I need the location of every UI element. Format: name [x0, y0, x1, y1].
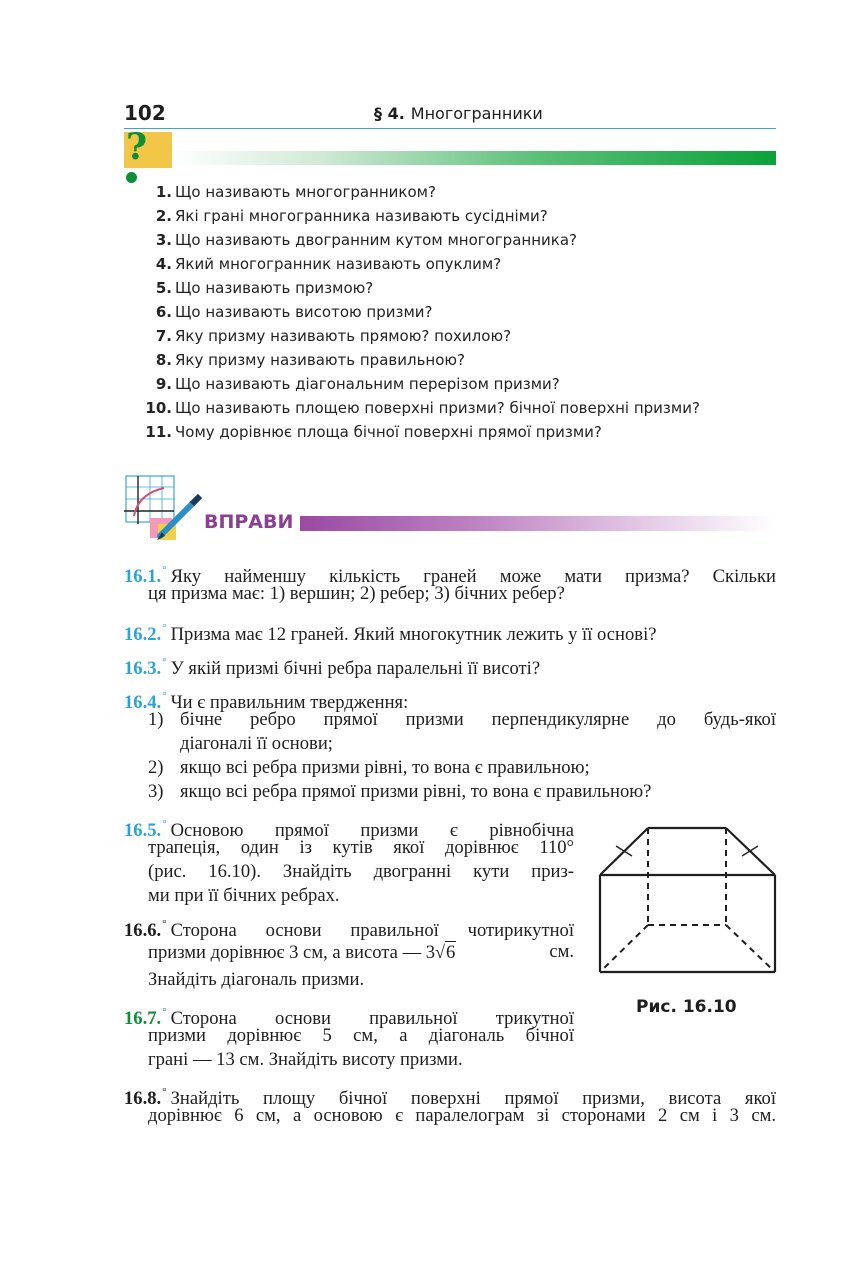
question-number: 1. [155, 183, 172, 201]
question-number: 6. [155, 303, 172, 321]
question-text: Чому дорівнює площа бічної поверхні прямої призми? [175, 423, 602, 441]
exercise-text: У якій призмі бічні ребра паралельні її висоті? [170, 658, 541, 679]
exercise-number: 16.5.° [124, 818, 167, 841]
exercise-16-3 [124, 650, 540, 681]
question-item [124, 420, 602, 444]
equal-tick-right [742, 846, 758, 856]
exercise-text: Призма має 12 граней. Який многокутник лежить у її основі? [170, 624, 657, 645]
exercise-text: Сторона основи правильної трикутної [170, 1008, 574, 1029]
question-item [124, 348, 465, 372]
question-number: 8. [155, 351, 172, 369]
exercise-16-7-line-3: грані — 13 см. Знайдіть висоту призми. [148, 1049, 463, 1070]
exercise-16-6-line-3: Знайдіть діагональ призми. [148, 969, 365, 990]
question-text: Що називають висотою призми? [175, 303, 433, 321]
question-number: 9. [155, 375, 172, 393]
question-text: Що називають площею поверхні призми? бічної поверхні призми? [175, 399, 700, 417]
question-item [124, 372, 560, 396]
graph-grid-pen-icon [124, 474, 204, 544]
question-text: Які грані многогранника називають сусідніми? [175, 207, 548, 225]
item-number: 2) [148, 757, 164, 778]
exercise-text: Основою прямої призми є рівнобічна [170, 820, 574, 841]
exercise-16-5-line-3: (рис. 16.10). Знайдіть двогранні кути приз- [148, 861, 574, 882]
exercise-number: 16.7.° [124, 1006, 167, 1029]
exercise-number: 16.3.° [124, 656, 167, 679]
question-number: 11. [145, 423, 172, 441]
hidden-bottom-right [726, 925, 775, 972]
question-text: Що називають двогранним кутом многогранника? [175, 231, 577, 249]
question-item [124, 252, 501, 276]
question-number: 10. [145, 399, 172, 417]
item-text: бічне ребро прямої призми перпендикулярне до будь-якої [180, 709, 776, 730]
question-text: Що називають призмою? [175, 279, 374, 297]
question-text: Яку призму називають прямою? похилою? [175, 327, 512, 345]
item-number: 1) [148, 709, 164, 730]
running-head [374, 104, 543, 123]
exercise-text: призми дорівнює 3 см, а висота — 3√6 [148, 942, 456, 963]
question-item [124, 204, 548, 228]
exercise-text: Сторона основи правильної чотирикутної [170, 920, 574, 941]
question-text: Що називають многогранником? [175, 183, 436, 201]
question-text: Який многогранник називають опуклим? [175, 255, 502, 273]
question-item [124, 180, 436, 204]
question-item [124, 324, 511, 348]
exercise-16-5-line-4: ми при її бічних ребрах. [148, 885, 340, 906]
exercise-text: Знайдіть площу бічної поверхні прямої призми, висота якої [170, 1088, 776, 1109]
question-text: Що називають діагональним перерізом призми? [175, 375, 560, 393]
question-item [124, 276, 373, 300]
item-text: якщо всі ребра призми рівні, то вона є правильною; [180, 757, 590, 778]
exercise-number: 16.2.° [124, 622, 167, 645]
question-number: 5. [155, 279, 172, 297]
item-text: якщо всі ребра прямої призми рівні, то вона є правильною? [180, 781, 652, 802]
question-number: 2. [155, 207, 172, 225]
exercise-text: Яку найменшу кількість граней може мати призма? Скільки [170, 566, 776, 587]
exercise-number: 16.8.° [124, 1086, 167, 1109]
section-mark: § 4. [374, 104, 405, 123]
page-number: 102 [124, 101, 166, 125]
question-item [124, 300, 432, 324]
section-title: Многогранники [410, 104, 543, 123]
question-number: 4. [155, 255, 172, 273]
exercise-text-unit: см. [549, 941, 574, 962]
header-rule [124, 128, 776, 129]
exercise-16-8-line-2: дорівнює 6 см, а основою є паралелограм зі сторонами 2 см і 3 см. [148, 1105, 776, 1126]
exercise-number: 16.6.° [124, 918, 167, 941]
exercise-16-5-line-2: трапеція, один із кутів якої дорівнює 110° [148, 837, 574, 858]
exercise-number: 16.1.° [124, 564, 167, 587]
questions-gradient-bar [172, 151, 776, 165]
question-number: 3. [155, 231, 172, 249]
exercise-16-7-line-2: призми дорівнює 5 см, а діагональ бічної [148, 1025, 574, 1046]
exercise-16-2 [124, 616, 656, 647]
item-number: 3) [148, 781, 164, 802]
exercises-title: ВПРАВИ [204, 511, 294, 533]
item-text-continued: діагоналі її основи; [180, 733, 333, 754]
question-item [124, 228, 577, 252]
figure-caption: Рис. 16.10 [636, 997, 737, 1017]
question-text: Яку призму називають правильною? [175, 351, 465, 369]
exercises-gradient-bar [300, 516, 776, 531]
exercise-16-6-line-2 [148, 940, 574, 965]
question-number: 7. [155, 327, 172, 345]
exercise-number: 16.4.° [124, 690, 167, 713]
question-mark-icon: ? [126, 126, 148, 168]
exercise-text: Чи є правильним твердження: [170, 692, 409, 713]
exercise-16-6-line-1 [124, 912, 574, 943]
prism-figure [596, 822, 780, 980]
square-root-6: √6 [435, 942, 456, 963]
exercise-16-1-line-2: ця призма має: 1) вершин; 2) ребер; 3) бічних ребер? [148, 583, 565, 604]
question-item [124, 396, 700, 420]
hidden-bottom-left [600, 925, 648, 972]
